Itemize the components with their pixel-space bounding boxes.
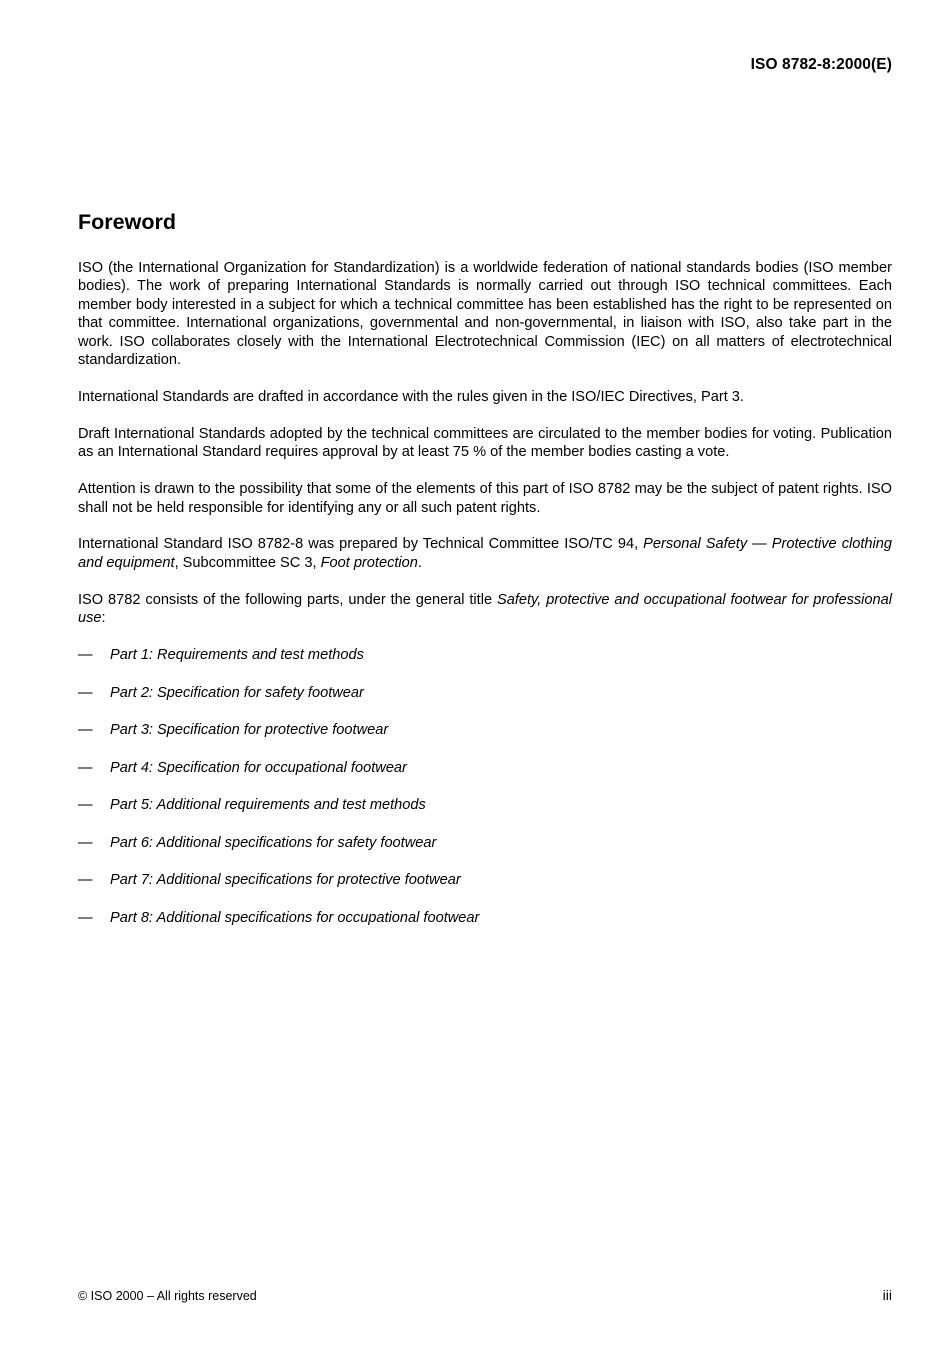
- list-item-text: Part 4: Specification for occupational footwear: [110, 759, 407, 776]
- general-title: Safety, protective and occupational footwear for professional use: [78, 591, 892, 627]
- list-item: [78, 871, 892, 889]
- list-item-text: Part 2: Specification for safety footwear: [110, 684, 364, 701]
- committee-title: Personal Safety — Protective clothing and equipment: [78, 536, 892, 571]
- parts-intro-text-2: :: [101, 610, 106, 627]
- document-id: ISO 8782-8:2000(E): [750, 56, 892, 73]
- list-dash: —: [78, 834, 93, 851]
- list-dash: —: [78, 759, 93, 776]
- subcommittee-title: Foot protection: [320, 554, 418, 571]
- list-item: [78, 759, 892, 777]
- parts-intro-text-1: ISO 8782 consists of the following parts, under the general title: [78, 591, 497, 608]
- committee-text-1: International Standard ISO 8782-8 was prepared by Technical Committee ISO/TC 94,: [78, 536, 644, 553]
- paragraph-committee: [78, 535, 892, 572]
- list-item-text: Part 1: Requirements and test methods: [110, 647, 364, 664]
- list-item-text: Part 3: Specification for protective footwear: [110, 722, 389, 739]
- foreword-heading: Foreword: [78, 210, 176, 234]
- list-dash: —: [78, 722, 93, 739]
- page-number: iii: [882, 1287, 892, 1303]
- list-dash: —: [78, 909, 93, 926]
- list-item: [78, 796, 892, 814]
- paragraph-parts-intro: [78, 591, 892, 628]
- list-dash: —: [78, 797, 93, 814]
- foreword-section: [78, 208, 892, 946]
- list-item: [78, 646, 892, 664]
- committee-text-3: .: [417, 554, 422, 571]
- list-dash: —: [78, 684, 93, 701]
- paragraph-drafting-rules: International Standards are drafted in accordance with the rules given in the ISO/IEC Directives, Part 3.: [78, 388, 744, 405]
- list-item: [78, 834, 892, 852]
- list-item-text: Part 8: Additional specifications for occupational footwear: [110, 909, 480, 926]
- list-dash: —: [78, 872, 93, 889]
- parts-list: [78, 646, 892, 927]
- copyright-notice: © ISO 2000 – All rights reserved: [78, 1289, 257, 1303]
- paragraph-iso-intro: ISO (the International Organization for Standardization) is a worldwide federation of national standards bodies (ISO member bodies). The work of preparing International Standards is normally carried out through ISO technical committees. Each member body interested in a subject for which a technical committee has been established has the right to be represented on that committee. International organizations, governmental and non-governmental, in liaison with ISO, also take part in the work. ISO collaborates closely with the International Electrotechnical Commission (IEC) on all matters of electrotechnical standardization.: [78, 260, 892, 369]
- list-item-text: Part 6: Additional specifications for safety footwear: [110, 834, 437, 851]
- list-item-text: Part 5: Additional requirements and test methods: [110, 797, 426, 814]
- paragraph-patent-rights: Attention is drawn to the possibility that some of the elements of this part of ISO 8782 may be the subject of patent rights. ISO shall not be held responsible for identifying any or all such patent rights.: [78, 481, 892, 516]
- list-item: [78, 684, 892, 702]
- list-dash: —: [78, 647, 93, 664]
- committee-text-2: , Subcommittee SC 3,: [174, 554, 321, 571]
- paragraph-voting: Draft International Standards adopted by the technical committees are circulated to the member bodies for voting. Publication as an International Standard requires approval by at least 75 % of the member bodies casting a vote.: [78, 425, 892, 461]
- list-item: [78, 909, 892, 927]
- list-item: [78, 721, 892, 739]
- list-item-text: Part 7: Additional specifications for protective footwear: [110, 872, 461, 889]
